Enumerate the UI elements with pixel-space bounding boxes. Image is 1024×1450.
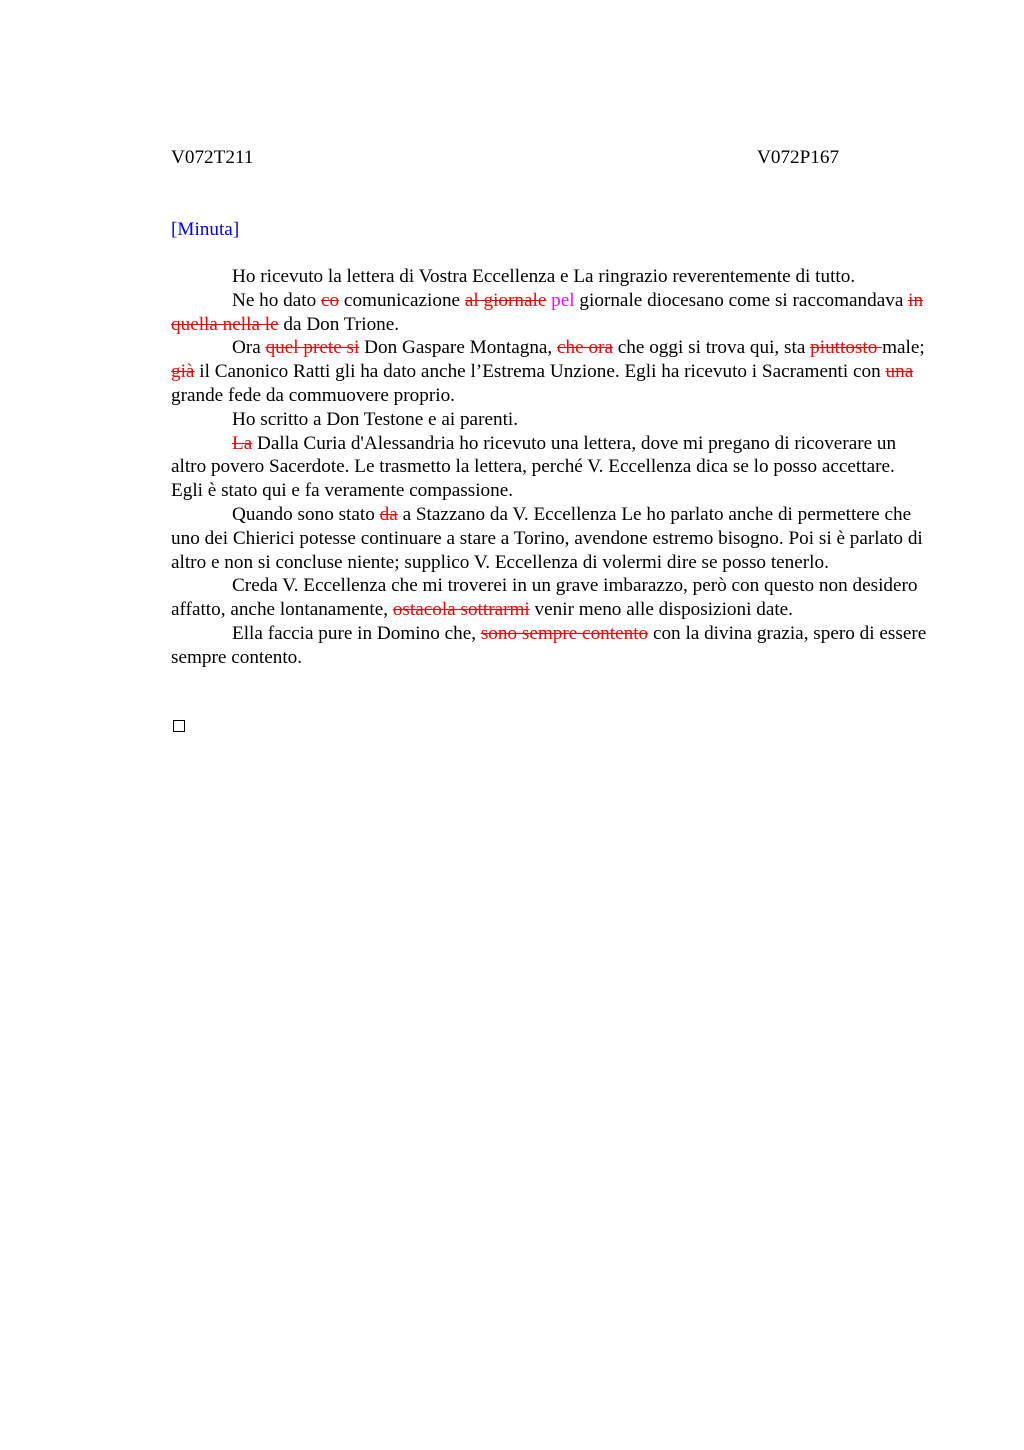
deleted-text: co	[321, 289, 340, 311]
deleted-text: ostacola sottrarmi	[392, 599, 530, 621]
text-segment: grande fede da commuovere proprio.	[171, 384, 455, 406]
deleted-text: quel prete si	[265, 337, 360, 359]
letter-paragraph	[171, 622, 931, 670]
deleted-text: da	[379, 503, 398, 525]
inserted-text: pel	[551, 289, 575, 311]
text-segment: con la divina grazia, spero di essere sempre contento.	[171, 622, 927, 668]
deleted-text: La	[232, 432, 253, 454]
letter-body	[171, 265, 931, 670]
letter-paragraph	[171, 574, 931, 622]
text-segment: Ne ho dato	[232, 289, 321, 311]
deleted-text: già	[171, 361, 195, 383]
text-segment: che oggi si trova qui, sta	[612, 337, 811, 359]
minuta-label: [Minuta]	[171, 219, 240, 240]
text-segment: Ho scritto a Don Testone e ai parenti.	[232, 408, 519, 430]
letter-paragraph	[171, 289, 931, 337]
document-code-left: V072T211	[171, 147, 254, 168]
text-segment: giornale diocesano come si raccomandava	[574, 289, 909, 311]
text-segment: Quando sono stato	[232, 503, 380, 525]
deleted-text: che ora	[557, 337, 613, 359]
text-segment: da Don Trione.	[278, 313, 400, 335]
text-segment: comunicazione	[339, 289, 465, 311]
text-segment: Ora	[232, 337, 266, 359]
text-segment: Dalla Curia d'Alessandria ho ricevuto una lettera, dove mi pregano di ricoverare un altro povero Sacerdote. Le trasmetto la lettera, perché V. Eccellenza dica se lo posso accettare. Egli è stato qui e fa veramente compassione.	[171, 432, 897, 502]
text-segment: il Canonico Ratti gli ha dato anche l’Estrema Unzione. Egli ha ricevuto i Sacramenti con	[194, 361, 886, 383]
text-segment: Ella faccia pure in Domino che,	[232, 622, 481, 644]
text-segment: male;	[882, 337, 925, 359]
deleted-text: una	[885, 361, 914, 383]
deleted-text: piuttosto	[810, 337, 883, 359]
letter-paragraph	[171, 265, 931, 289]
document-code-right: V072P167	[757, 147, 840, 168]
text-segment: a Stazzano da V. Eccellenza Le ho parlato anche di permettere che uno dei Chierici potesse continuare a stare a Torino, avendone estremo bisogno. Poi si è parlato di altro e non si concluse niente; supplico V. Eccellenza di volermi dire se posso tenerlo.	[171, 503, 923, 573]
text-segment: venir meno alle disposizioni date.	[529, 599, 793, 621]
deleted-text: al giornale	[464, 289, 547, 311]
text-segment: Creda V. Eccellenza che mi troverei in un grave imbarazzo, però con questo non desidero affatto, anche lontanamente,	[171, 575, 918, 621]
letter-paragraph	[171, 503, 931, 574]
letter-paragraph	[171, 336, 931, 407]
letter-paragraph	[171, 432, 931, 503]
deleted-text: sono sempre contento	[480, 622, 649, 644]
square-outline-icon	[173, 720, 185, 732]
text-segment: Ho ricevuto la lettera di Vostra Eccellenza e La ringrazio reverentemente di tutto.	[232, 266, 856, 287]
deleted-text: in quella nella le	[171, 289, 924, 335]
letter-paragraph	[171, 408, 931, 432]
text-segment: Don Gaspare Montagna,	[359, 337, 558, 359]
